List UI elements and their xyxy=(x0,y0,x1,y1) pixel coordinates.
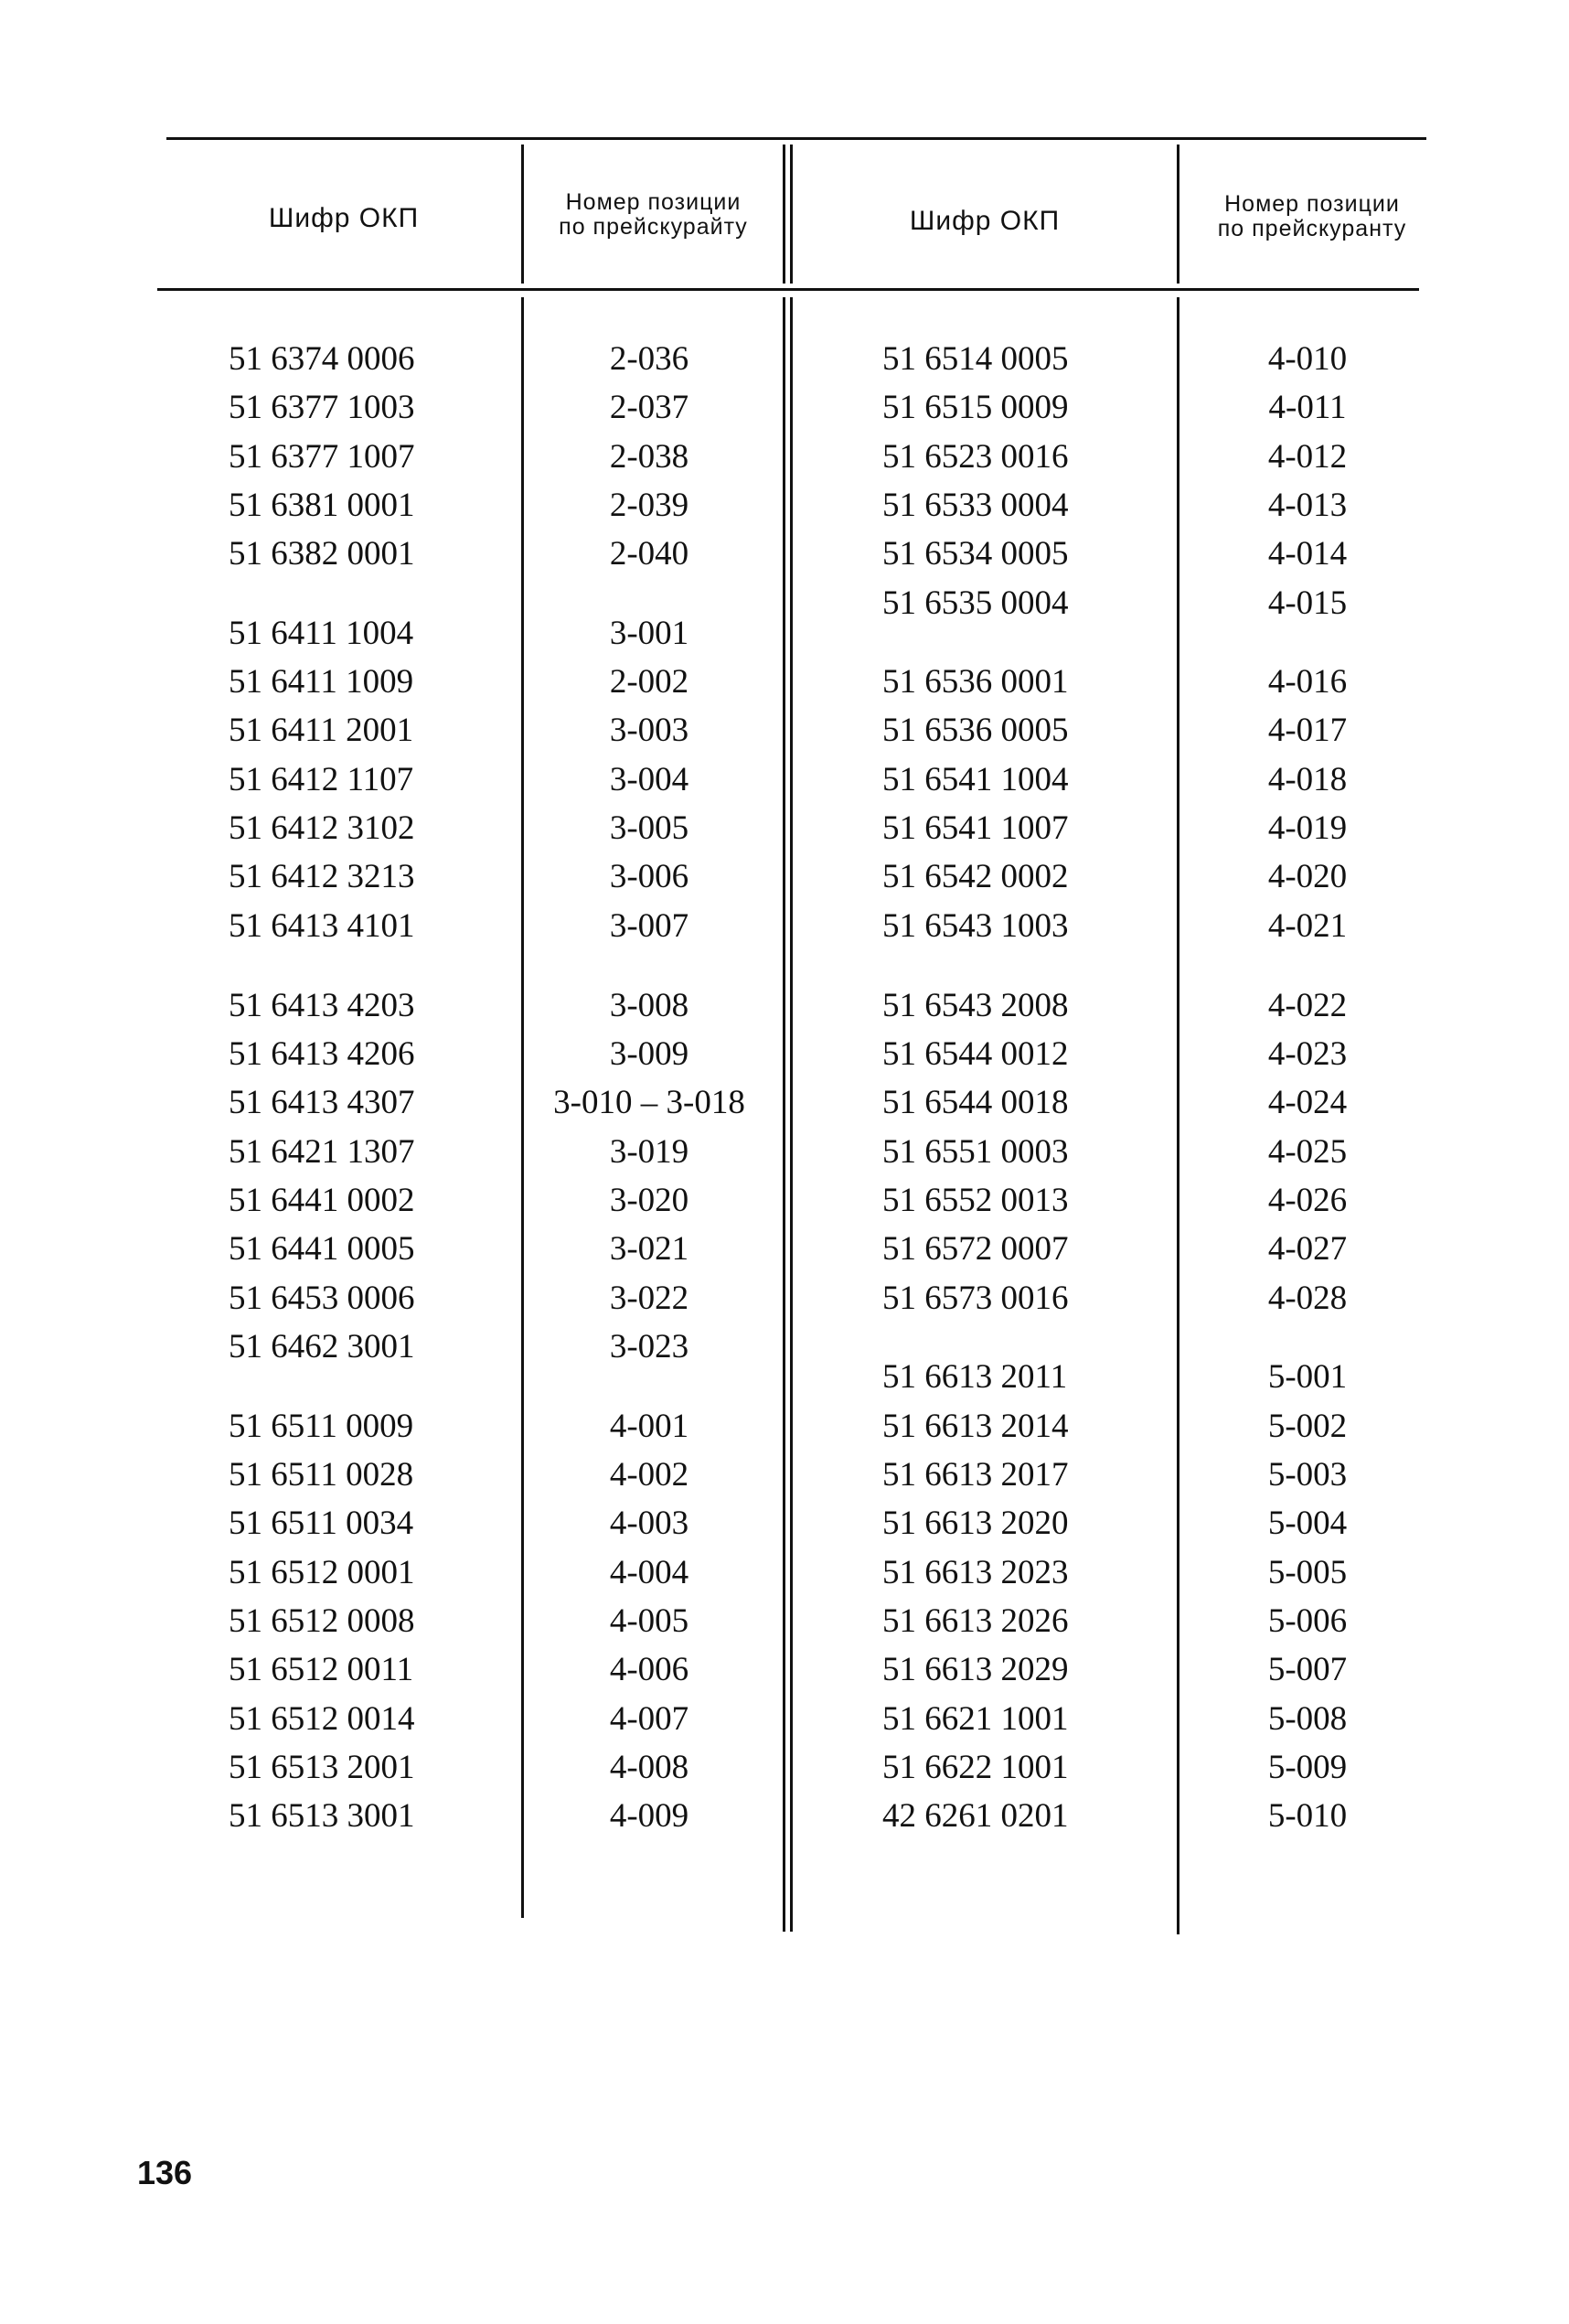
right-position-number: 4-010 xyxy=(1267,340,1348,378)
left-position-number: 3-003 xyxy=(609,712,689,749)
left-okp-code: 51 6374 0006 xyxy=(229,340,415,378)
left-position-number: 3-007 xyxy=(609,907,689,945)
right-position-number: 5-005 xyxy=(1267,1554,1348,1591)
right-okp-code: 51 6622 1001 xyxy=(882,1749,1069,1786)
left-position-number: 4-006 xyxy=(609,1651,689,1688)
center-double-divider-a xyxy=(783,145,785,284)
left-okp-code: 51 6441 0002 xyxy=(229,1182,415,1219)
page-number: 136 xyxy=(137,2154,193,2191)
right-position-number: 4-019 xyxy=(1267,809,1348,847)
left-position-number: 2-002 xyxy=(609,663,689,701)
center-double-divider-b-body xyxy=(790,297,793,1932)
left-position-number: 4-003 xyxy=(609,1505,689,1542)
left-position-number: 3-006 xyxy=(609,858,689,895)
left-position-number: 2-037 xyxy=(609,389,689,426)
left-position-number: 3-019 xyxy=(609,1133,689,1171)
right-position-number: 4-027 xyxy=(1267,1230,1348,1268)
left-position-number: 4-002 xyxy=(609,1456,689,1494)
right-okp-code: 51 6613 2023 xyxy=(882,1554,1069,1591)
left-position-number: 3-022 xyxy=(609,1280,689,1317)
left-position-number: 3-008 xyxy=(609,987,689,1024)
right-okp-code: 51 6541 1007 xyxy=(882,809,1069,847)
left-position-number: 4-004 xyxy=(609,1554,689,1591)
left-okp-code: 51 6513 2001 xyxy=(229,1749,415,1786)
right-position-number: 5-009 xyxy=(1267,1749,1348,1786)
left-okp-code: 51 6511 0009 xyxy=(229,1408,414,1445)
right-okp-code: 51 6514 0005 xyxy=(882,340,1069,378)
left-okp-code: 51 6413 4101 xyxy=(229,907,415,945)
right-okp-code: 51 6613 2014 xyxy=(882,1408,1069,1445)
left-okp-code: 51 6512 0014 xyxy=(229,1700,415,1738)
right-position-number: 5-002 xyxy=(1267,1408,1348,1445)
header-left-position-line2: по прейскурайту xyxy=(559,214,748,240)
left-position-number: 3-020 xyxy=(609,1182,689,1219)
right-okp-code: 51 6572 0007 xyxy=(882,1230,1069,1268)
right-okp-code: 51 6536 0001 xyxy=(882,663,1069,701)
right-okp-code: 51 6541 1004 xyxy=(882,761,1069,798)
right-okp-code: 51 6621 1001 xyxy=(882,1700,1069,1738)
left-okp-code: 51 6441 0005 xyxy=(229,1230,415,1268)
header-right-position xyxy=(1179,192,1445,241)
header-left-code: Шифр ОКП xyxy=(268,203,420,233)
right-position-number: 5-008 xyxy=(1267,1700,1348,1738)
right-okp-code: 42 6261 0201 xyxy=(882,1797,1069,1835)
right-position-number: 4-026 xyxy=(1267,1182,1348,1219)
left-okp-code: 51 6511 0034 xyxy=(229,1505,414,1542)
right-position-number: 4-011 xyxy=(1268,389,1347,426)
right-position-number: 4-012 xyxy=(1267,438,1348,476)
left-okp-code: 51 6411 1004 xyxy=(229,615,414,652)
right-position-number: 5-007 xyxy=(1267,1651,1348,1688)
right-position-number: 4-015 xyxy=(1267,584,1348,622)
header-left-position-line1: Номер позиции xyxy=(565,189,742,215)
left-position-number: 3-021 xyxy=(609,1230,689,1268)
right-okp-code: 51 6552 0013 xyxy=(882,1182,1069,1219)
right-position-number: 5-006 xyxy=(1267,1602,1348,1640)
left-position-number: 2-038 xyxy=(609,438,689,476)
right-position-number: 4-022 xyxy=(1267,987,1348,1024)
right-position-number: 4-014 xyxy=(1267,535,1348,573)
left-okp-code: 51 6413 4307 xyxy=(229,1084,415,1121)
left-okp-code: 51 6411 2001 xyxy=(229,712,414,749)
table-header-rule xyxy=(157,288,1419,291)
right-position-number: 4-013 xyxy=(1267,487,1348,524)
left-position-number: 3-023 xyxy=(609,1328,689,1365)
right-position-number: 4-016 xyxy=(1267,663,1348,701)
left-okp-code: 51 6512 0011 xyxy=(229,1651,414,1688)
right-position-number: 4-020 xyxy=(1267,858,1348,895)
left-position-number: 3-001 xyxy=(609,615,689,652)
header-left-position xyxy=(524,190,783,240)
right-position-number: 5-004 xyxy=(1267,1505,1348,1542)
left-okp-code: 51 6412 3102 xyxy=(229,809,415,847)
header-right-code: Шифр ОКП xyxy=(909,206,1061,236)
left-position-number: 3-010 – 3-018 xyxy=(553,1084,745,1121)
right-okp-code: 51 6613 2011 xyxy=(882,1358,1068,1396)
left-okp-code: 51 6412 3213 xyxy=(229,858,415,895)
center-double-divider-a-body xyxy=(783,297,785,1932)
left-position-number: 3-004 xyxy=(609,761,689,798)
left-position-number: 3-005 xyxy=(609,809,689,847)
right-position-number: 4-017 xyxy=(1267,712,1348,749)
right-okp-code: 51 6535 0004 xyxy=(882,584,1069,622)
left-okp-code: 51 6513 3001 xyxy=(229,1797,415,1835)
right-okp-code: 51 6542 0002 xyxy=(882,858,1069,895)
left-position-number: 4-007 xyxy=(609,1700,689,1738)
left-okp-code: 51 6462 3001 xyxy=(229,1328,415,1365)
left-position-number: 3-009 xyxy=(609,1035,689,1073)
right-okp-code: 51 6543 1003 xyxy=(882,907,1069,945)
left-position-number: 4-005 xyxy=(609,1602,689,1640)
right-position-number: 5-001 xyxy=(1267,1358,1348,1396)
table-top-rule xyxy=(166,137,1426,140)
right-okp-code: 51 6536 0005 xyxy=(882,712,1069,749)
right-okp-code: 51 6533 0004 xyxy=(882,487,1069,524)
right-okp-code: 51 6515 0009 xyxy=(882,389,1069,426)
right-okp-code: 51 6613 2020 xyxy=(882,1505,1069,1542)
left-okp-code: 51 6511 0028 xyxy=(229,1456,414,1494)
right-position-number: 4-018 xyxy=(1267,761,1348,798)
left-okp-code: 51 6453 0006 xyxy=(229,1280,415,1317)
right-position-number: 4-024 xyxy=(1267,1084,1348,1121)
header-right-position-line2: по прейскуранту xyxy=(1217,216,1407,241)
right-okp-code: 51 6613 2017 xyxy=(882,1456,1069,1494)
left-okp-code: 51 6413 4203 xyxy=(229,987,415,1024)
left-okp-code: 51 6411 1009 xyxy=(229,663,414,701)
left-okp-code: 51 6377 1007 xyxy=(229,438,415,476)
left-okp-code: 51 6382 0001 xyxy=(229,535,415,573)
left-okp-code: 51 6412 1107 xyxy=(229,761,414,798)
right-position-number: 4-028 xyxy=(1267,1280,1348,1317)
right-position-number: 4-021 xyxy=(1267,907,1348,945)
right-okp-code: 51 6613 2026 xyxy=(882,1602,1069,1640)
right-okp-code: 51 6551 0003 xyxy=(882,1133,1069,1171)
header-right-position-line1: Номер позиции xyxy=(1224,191,1400,217)
right-okp-code: 51 6613 2029 xyxy=(882,1651,1069,1688)
right-position-number: 5-003 xyxy=(1267,1456,1348,1494)
left-position-number: 2-040 xyxy=(609,535,689,573)
right-okp-code: 51 6534 0005 xyxy=(882,535,1069,573)
left-okp-code: 51 6512 0001 xyxy=(229,1554,415,1591)
right-okp-code: 51 6573 0016 xyxy=(882,1280,1069,1317)
left-position-number: 4-008 xyxy=(609,1749,689,1786)
left-position-number: 2-036 xyxy=(609,340,689,378)
left-okp-code: 51 6421 1307 xyxy=(229,1133,415,1171)
left-okp-code: 51 6377 1003 xyxy=(229,389,415,426)
right-okp-code: 51 6543 2008 xyxy=(882,987,1069,1024)
right-position-number: 4-023 xyxy=(1267,1035,1348,1073)
left-okp-code: 51 6512 0008 xyxy=(229,1602,415,1640)
right-okp-code: 51 6523 0016 xyxy=(882,438,1069,476)
left-position-number: 4-001 xyxy=(609,1408,689,1445)
left-position-number: 2-039 xyxy=(609,487,689,524)
right-position-number: 4-025 xyxy=(1267,1133,1348,1171)
right-okp-code: 51 6544 0018 xyxy=(882,1084,1069,1121)
right-position-number: 5-010 xyxy=(1267,1797,1348,1835)
left-position-number: 4-009 xyxy=(609,1797,689,1835)
left-okp-code: 51 6413 4206 xyxy=(229,1035,415,1073)
right-okp-code: 51 6544 0012 xyxy=(882,1035,1069,1073)
left-okp-code: 51 6381 0001 xyxy=(229,487,415,524)
